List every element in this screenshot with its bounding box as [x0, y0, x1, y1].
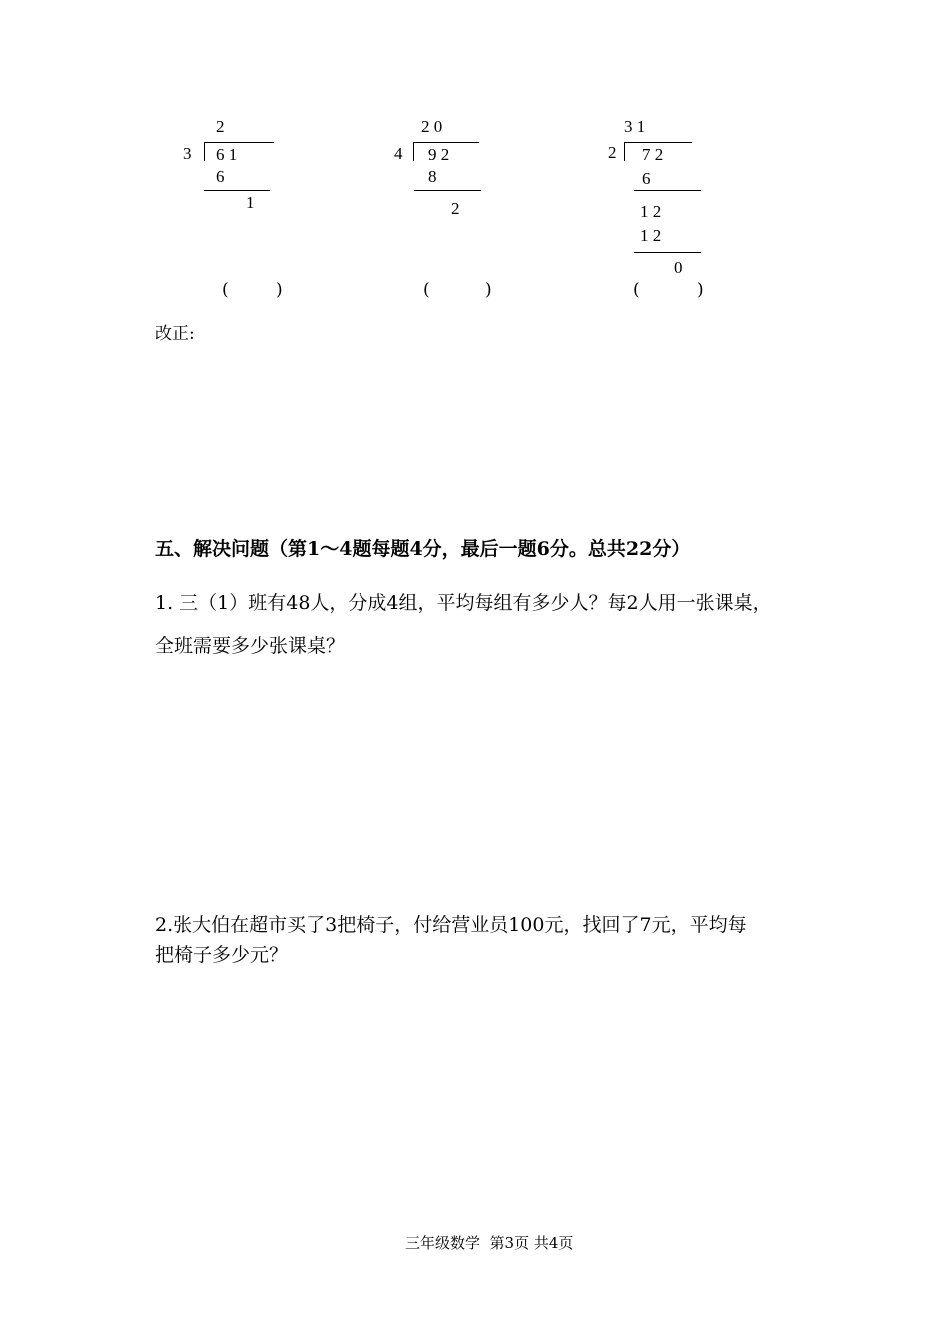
bring-down: 1 2 [640, 202, 662, 221]
correction-area[interactable] [155, 355, 855, 515]
correction-label: 改正: [155, 324, 195, 344]
division-bar [413, 142, 479, 143]
answer-close: ) [485, 280, 492, 300]
answer-area-2[interactable] [155, 980, 855, 1210]
remainder: 0 [674, 258, 683, 277]
subtraction-line-2 [634, 252, 701, 253]
remainder: 1 [246, 193, 255, 212]
quotient: 2 [216, 117, 225, 136]
dividend: 6 1 [216, 145, 238, 164]
subtrahend-2: 1 2 [640, 226, 662, 245]
division-bar [204, 142, 274, 143]
quotient: 2 0 [421, 117, 443, 136]
subtraction-line [204, 190, 270, 191]
dividend: 7 2 [642, 145, 664, 164]
quotient: 3 1 [624, 117, 646, 136]
division-bracket [624, 143, 625, 161]
division-bracket [204, 143, 205, 161]
question-2-line-2: 把椅子多少元？ [155, 944, 289, 966]
page-footer: 三年级数学 第3页 共4页 [405, 1234, 574, 1252]
section-heading: 五、解决问题（第1～4题每题4分，最后一题6分。总共22分） [155, 538, 691, 560]
subtrahend: 6 [216, 167, 225, 186]
divisor: 3 [183, 144, 192, 163]
dividend: 9 2 [428, 145, 450, 164]
answer-area-1[interactable] [155, 670, 855, 890]
division-bar [624, 142, 692, 143]
subtraction-line [414, 190, 481, 191]
subtraction-line [634, 190, 701, 191]
division-bracket [413, 143, 414, 161]
question-1-line-1: 1. 三（1）班有48人，分成4组，平均每组有多少人？每2人用一张课桌， [155, 592, 772, 614]
answer-close: ) [697, 280, 704, 300]
answer-open: ( [633, 280, 640, 300]
answer-open: ( [423, 280, 430, 300]
remainder: 2 [451, 199, 460, 218]
question-2-line-1: 2.张大伯在超市买了3把椅子，付给营业员100元，找回了7元，平均每 [155, 914, 747, 936]
answer-open: ( [222, 280, 229, 300]
subtrahend: 6 [642, 169, 651, 188]
answer-close: ) [276, 280, 283, 300]
subtrahend: 8 [428, 167, 437, 186]
divisor: 2 [608, 143, 617, 162]
question-1-line-2: 全班需要多少张课桌？ [155, 635, 346, 657]
divisor: 4 [394, 144, 403, 163]
